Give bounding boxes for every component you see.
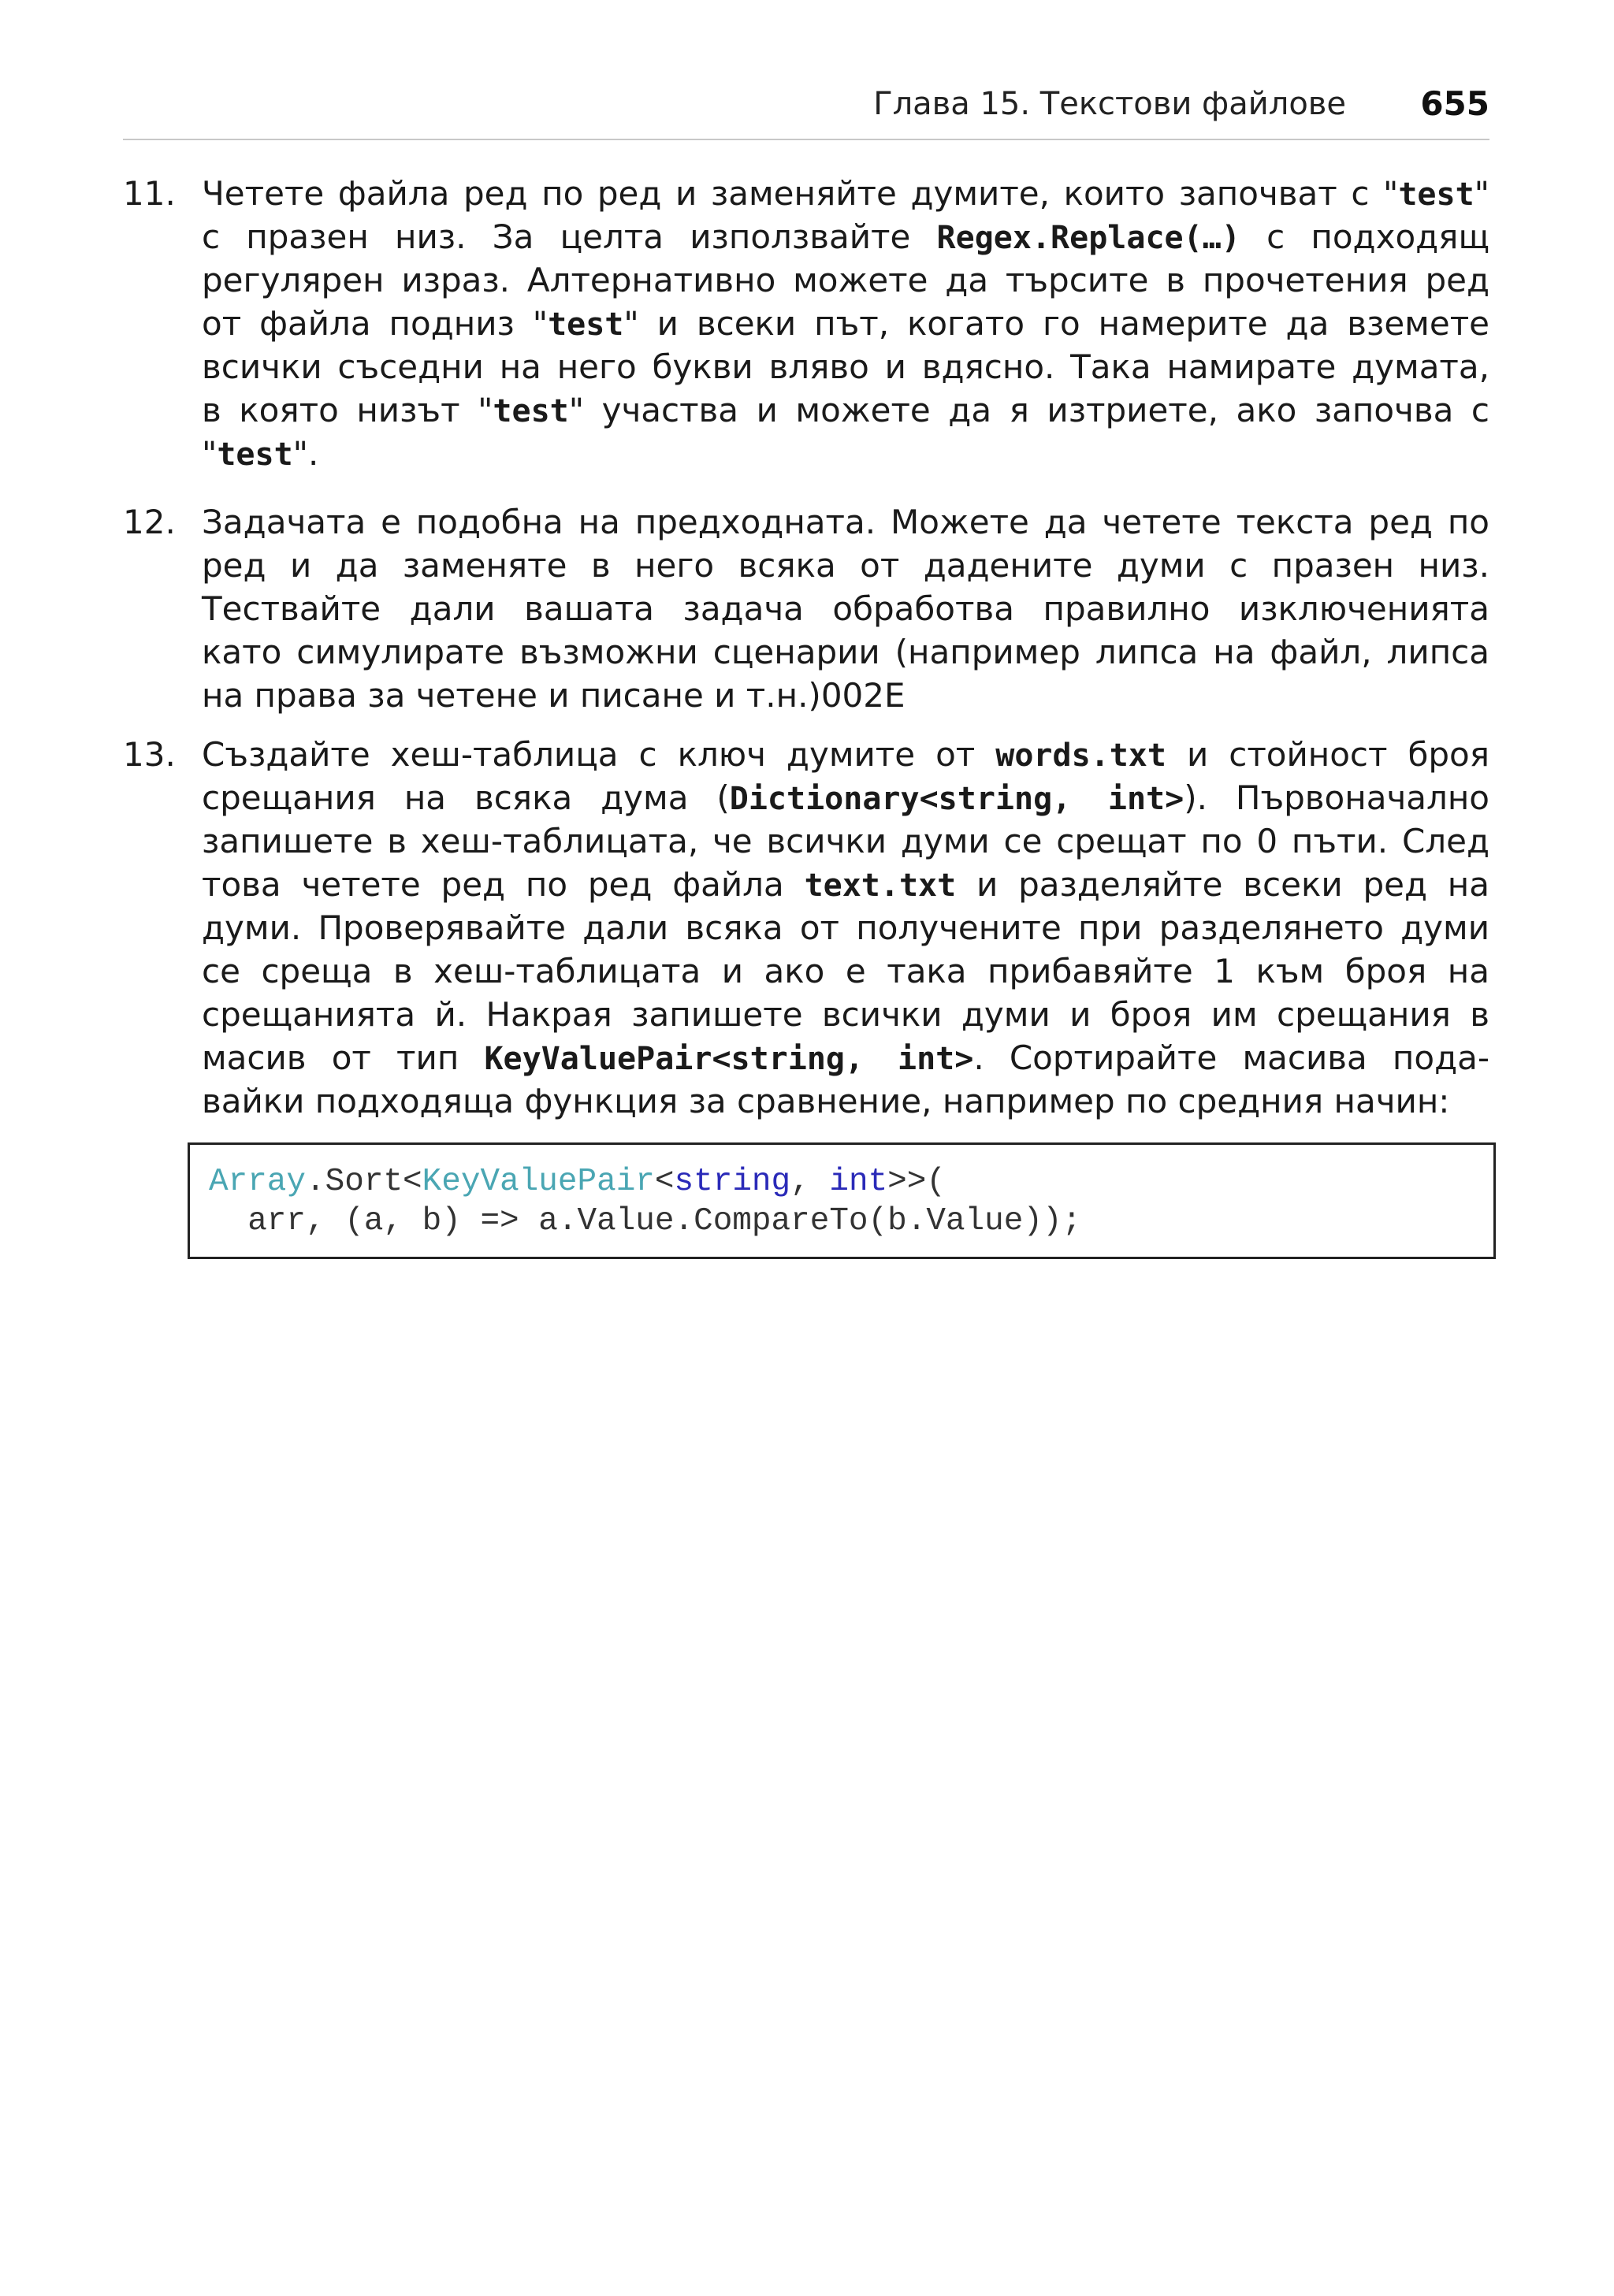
text-run: с подходящ bbox=[1240, 217, 1490, 256]
text-line bbox=[202, 949, 1489, 993]
text-line bbox=[202, 345, 1489, 388]
item-number: 13. bbox=[123, 735, 176, 774]
text-line bbox=[202, 587, 1489, 630]
text-line bbox=[202, 819, 1489, 863]
text-run: ред и да заменяте в него всяка от дадените думи с празен низ. bbox=[202, 546, 1489, 585]
text-line bbox=[202, 674, 1489, 717]
text-line bbox=[202, 776, 1489, 819]
inline-code: text.txt bbox=[804, 868, 957, 904]
inline-code: Regex.Replace(…) bbox=[936, 220, 1240, 256]
text-run: и разделяйте всеки ред на bbox=[956, 865, 1489, 904]
text-run: в която низът " bbox=[202, 391, 493, 429]
text-run: думи. Проверявайте дали всяка от получените при разделянето думи bbox=[202, 908, 1489, 947]
text-line bbox=[202, 906, 1489, 949]
text-line bbox=[202, 630, 1489, 674]
text-run: на права за четене и писане и т.н.)002E bbox=[202, 676, 906, 715]
text-run: " и всеки път, когато го намерите да вземете bbox=[623, 304, 1489, 343]
text-run: Създайте хеш-таблица с ключ думите от bbox=[202, 735, 996, 774]
text-line bbox=[202, 432, 1489, 475]
text-run: това четете ред по ред файла bbox=[202, 865, 805, 904]
inline-code: test bbox=[217, 437, 293, 473]
text-line bbox=[202, 172, 1489, 215]
text-line bbox=[202, 863, 1489, 906]
text-line bbox=[202, 258, 1489, 302]
text-run: с празен низ. За целта използвайте bbox=[202, 217, 937, 256]
text-line bbox=[202, 1079, 1489, 1123]
code-token: KeyValuePair bbox=[422, 1164, 655, 1200]
code-token: arr, (a, b) => a.Value.CompareTo(b.Value)); bbox=[209, 1203, 1082, 1239]
page-number: 655 bbox=[1420, 84, 1489, 123]
page-header bbox=[123, 82, 1489, 140]
inline-code: Dictionary<string, int> bbox=[729, 781, 1184, 817]
text-run: от файла подниз " bbox=[202, 304, 549, 343]
text-line bbox=[202, 544, 1489, 587]
text-run: срещанията й. Накрая запишете всички думи и броя им срещания в bbox=[202, 995, 1489, 1034]
text-line bbox=[202, 215, 1489, 258]
text-run: регулярен израз. Алтернативно можете да търсите в прочетения ред bbox=[202, 261, 1489, 299]
inline-code: words.txt bbox=[995, 737, 1166, 774]
text-run: като симулирате възможни сценарии (например липса на файл, липса bbox=[202, 633, 1489, 671]
inline-code: test bbox=[548, 307, 624, 343]
text-run: вайки подходяща функция за сравнение, например по средния начин: bbox=[202, 1082, 1450, 1120]
item-number: 12. bbox=[123, 503, 176, 541]
text-run: Тествайте дали вашата задача обработва правилно изключенията bbox=[202, 589, 1489, 628]
inline-code: test bbox=[493, 393, 569, 429]
text-run: запишете в хеш-таблицата, че всички думи се срещат по 0 пъти. След bbox=[202, 822, 1489, 860]
code-block bbox=[188, 1142, 1496, 1259]
text-run: " bbox=[1474, 174, 1489, 213]
text-run: ). Първоначално bbox=[1184, 778, 1489, 817]
text-run: " bbox=[202, 434, 218, 473]
text-run: . Сортирайте масива пода- bbox=[973, 1038, 1490, 1077]
text-line bbox=[202, 388, 1489, 432]
item-number: 11. bbox=[123, 174, 176, 213]
inline-code: test bbox=[1398, 176, 1475, 213]
text-run: ". bbox=[292, 434, 319, 473]
text-run: Задачата е подобна на предходната. Можете да четете текста ред по bbox=[202, 503, 1489, 541]
text-line bbox=[202, 500, 1489, 544]
chapter-title: Глава 15. Текстови файлове bbox=[873, 86, 1346, 122]
text-run: и стойност броя bbox=[1166, 735, 1489, 774]
code-token: int bbox=[829, 1164, 888, 1200]
text-line bbox=[202, 302, 1489, 345]
code-line bbox=[209, 1202, 1493, 1241]
text-run: " участва и можете да я изтриете, ако започва с bbox=[568, 391, 1489, 429]
text-run: всички съседни на него букви вляво и вдясно. Така намирате думата, bbox=[202, 347, 1489, 386]
code-token: , bbox=[790, 1164, 830, 1200]
text-run: масив от тип bbox=[202, 1038, 485, 1077]
text-run: срещания на всяка дума ( bbox=[202, 778, 730, 817]
item-text bbox=[202, 500, 1489, 717]
text-run: се среща в хеш-таблицата и ако е така прибавяйте 1 към броя на bbox=[202, 952, 1489, 990]
code-token: < bbox=[654, 1164, 675, 1200]
item-text bbox=[202, 733, 1489, 1123]
item-text bbox=[202, 172, 1489, 475]
inline-code: KeyValuePair<string, int> bbox=[484, 1041, 974, 1077]
text-line bbox=[202, 993, 1489, 1036]
text-run: Четете файла ред по ред и заменяйте думите, които започват с " bbox=[202, 174, 1399, 213]
code-token: .Sort< bbox=[306, 1164, 422, 1200]
text-line bbox=[202, 733, 1489, 776]
code-line bbox=[209, 1162, 1493, 1202]
code-token: string bbox=[674, 1164, 791, 1200]
code-token: Array bbox=[209, 1164, 307, 1200]
code-token: >>( bbox=[887, 1164, 946, 1200]
text-line bbox=[202, 1036, 1489, 1079]
